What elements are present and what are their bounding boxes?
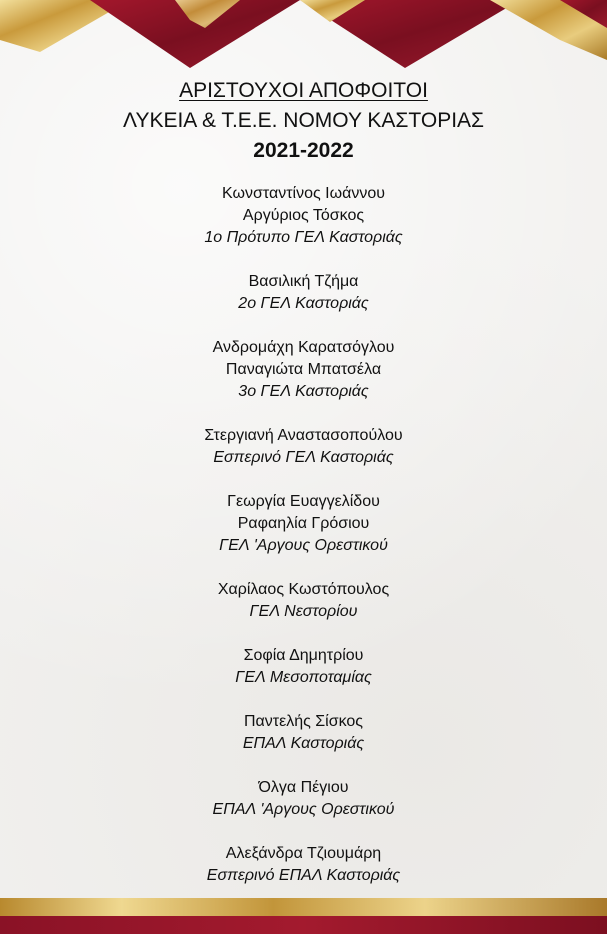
list-item bbox=[0, 183, 607, 249]
school-name: ΕΠΑΛ 'Αργους Ορεστικού bbox=[212, 801, 395, 818]
school-name: Εσπερινό ΓΕΛ Καστοριάς bbox=[213, 449, 394, 466]
student-name: Παντελής Σίσκος bbox=[243, 713, 364, 730]
list-item bbox=[0, 271, 607, 315]
student-name: Ανδρομάχη Καρατσόγλου bbox=[212, 339, 395, 356]
student-name: Κωνσταντίνος Ιωάννου bbox=[222, 185, 385, 202]
student-name: Βασιλική Τζήμα bbox=[248, 273, 359, 290]
header bbox=[0, 76, 607, 166]
school-name: 2ο ΓΕΛ Καστοριάς bbox=[238, 295, 369, 312]
school-name: ΓΕΛ 'Αργους Ορεστικού bbox=[219, 537, 388, 554]
title-line-2: ΛΥΚΕΙΑ & Τ.Ε.Ε. ΝΟΜΟΥ ΚΑΣΤΟΡΙΑΣ bbox=[122, 109, 485, 132]
school-name: Εσπερινό ΕΠΑΛ Καστοριάς bbox=[206, 867, 401, 884]
student-name: Ραφαηλία Γρόσιου bbox=[237, 515, 370, 532]
list-item bbox=[0, 645, 607, 689]
student-name: Στεργιανή Αναστασοπούλου bbox=[204, 427, 403, 444]
school-name: 3ο ΓΕΛ Καστοριάς bbox=[238, 383, 369, 400]
list-item bbox=[0, 711, 607, 755]
school-year: 2021-2022 bbox=[253, 139, 354, 162]
list-item bbox=[0, 843, 607, 887]
red-stripe bbox=[0, 916, 607, 934]
school-name: ΓΕΛ Νεστορίου bbox=[249, 603, 358, 620]
bottom-decorative-border bbox=[0, 898, 607, 934]
student-name: Αργύριος Τόσκος bbox=[242, 207, 365, 224]
school-name: ΓΕΛ Μεσοποταμίας bbox=[235, 669, 372, 686]
title-line-1: ΑΡΙΣΤΟΥΧΟΙ ΑΠΟΦΟΙΤΟΙ bbox=[179, 79, 428, 102]
school-name: ΕΠΑΛ Καστοριάς bbox=[242, 735, 365, 752]
student-name: Χαρίλαος Κωστόπουλος bbox=[217, 581, 390, 598]
student-name: Σοφία Δημητρίου bbox=[243, 647, 364, 664]
top-decorative-border bbox=[0, 0, 607, 70]
graduates-list bbox=[0, 183, 607, 909]
student-name: Γεωργία Ευαγγελίδου bbox=[227, 493, 380, 510]
list-item bbox=[0, 425, 607, 469]
list-item bbox=[0, 491, 607, 557]
gold-stripe bbox=[0, 898, 607, 916]
student-name: Όλγα Πέγιου bbox=[258, 779, 349, 796]
list-item bbox=[0, 337, 607, 403]
school-name: 1ο Πρότυπο ΓΕΛ Καστοριάς bbox=[204, 229, 403, 246]
student-name: Αλεξάνδρα Τζιουμάρη bbox=[225, 845, 382, 862]
list-item bbox=[0, 777, 607, 821]
student-name: Παναγιώτα Μπατσέλα bbox=[225, 361, 382, 378]
list-item bbox=[0, 579, 607, 623]
